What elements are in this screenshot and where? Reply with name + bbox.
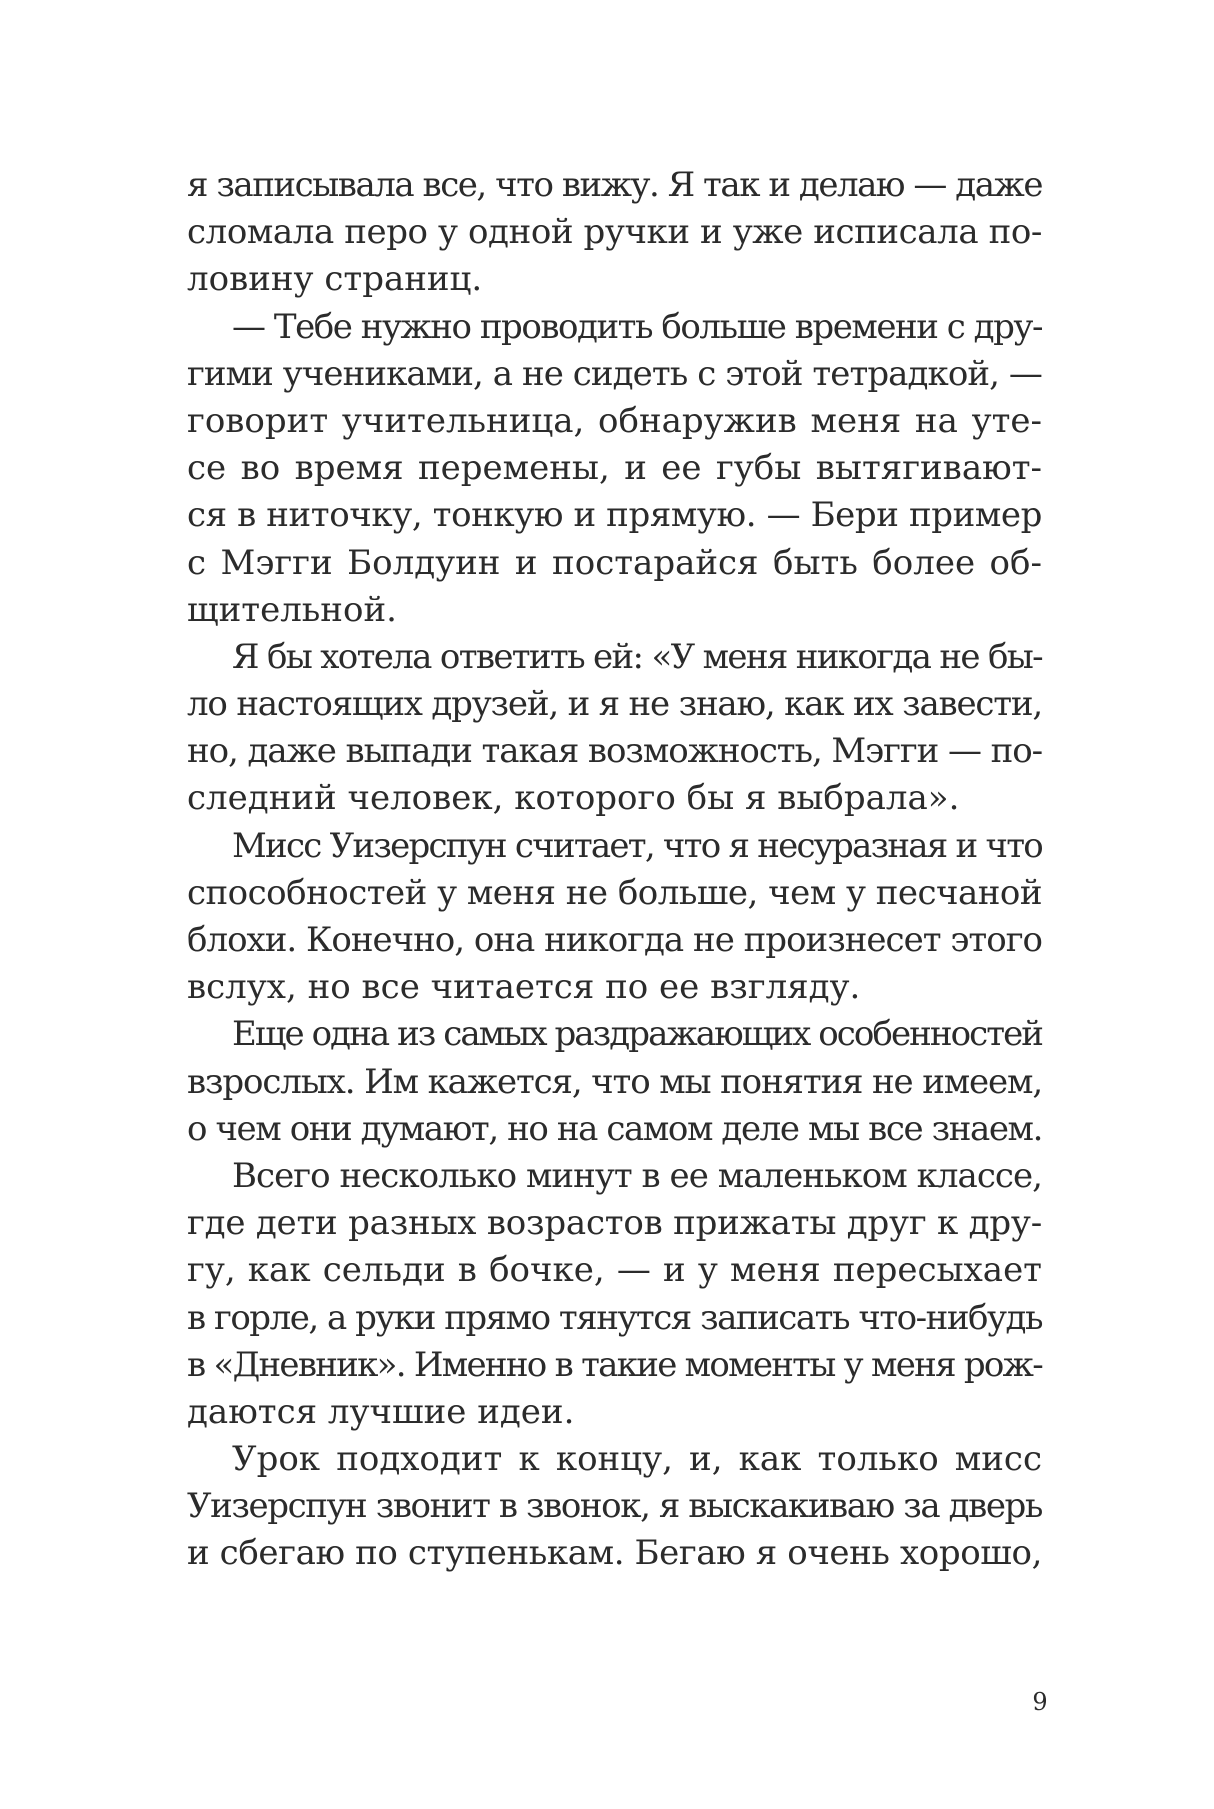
text-line: Я бы хотела ответить ей: «У меня никогда не бы- — [232, 636, 1042, 677]
text-line: но, даже выпади такая возможность, Мэгги — по- — [187, 731, 1042, 772]
text-line: в горле, а руки прямо тянутся записать что-нибудь — [187, 1297, 1042, 1338]
text-line: блохи. Конечно, она никогда не произнесет этого — [187, 920, 1042, 960]
text-line: се во время перемены, и ее губы вытягивают- — [187, 448, 1042, 489]
text-line: ло настоящих друзей, и я не знаю, как их завести, — [187, 684, 1042, 725]
text-line: следний человек, которого бы я выбрала». — [187, 778, 960, 819]
text-line: взрослых. Им кажется, что мы понятия не имеем, — [187, 1061, 1042, 1102]
text-line: говорит учительница, обнаружив меня на уте- — [187, 400, 1042, 441]
text-line: ловину страниц. — [187, 259, 483, 300]
text-line: ся в ниточку, тонкую и прямую. — Бери пример — [187, 495, 1042, 536]
text-line: о чем они думают, но на самом деле мы все знаем. — [187, 1108, 1042, 1149]
text-line: способностей у меня не больше, чем у песчаной — [187, 872, 1043, 913]
text-line: — Тебе нужно проводить больше времени с дру- — [232, 306, 1042, 347]
text-line: гими учениками, а не сидеть с этой тетрадкой, — — [187, 353, 1042, 394]
text-line: Мисс Уизерспун считает, что я несуразная и что — [232, 825, 1042, 866]
text-line: Уизерспун звонит в звонок, я выскакиваю за дверь — [187, 1486, 1043, 1527]
text-line: с Мэгги Болдуин и постарайся быть более об- — [187, 542, 1042, 583]
text-line: я записывала все, что вижу. Я так и делаю — даже — [187, 165, 1043, 205]
text-line: сломала перо у одной ручки и уже исписала по- — [187, 212, 1042, 253]
text-line: Урок подходит к концу, и, как только мисс — [232, 1439, 1042, 1480]
text-line: и сбегаю по ступенькам. Бегаю я очень хорошо, — [187, 1533, 1043, 1574]
text-line: Всего несколько минут в ее маленьком классе, — [232, 1155, 1042, 1196]
body-text — [187, 162, 1042, 1578]
text-line: гу, как сельди в бочке, — и у меня пересыхает — [187, 1250, 1042, 1291]
text-line: даются лучшие идеи. — [187, 1391, 575, 1432]
text-line: щительной. — [187, 589, 397, 630]
text-line: вслух, но все читается по ее взгляду. — [187, 967, 861, 1008]
page-number: 9 — [1032, 1688, 1048, 1716]
text-line: где дети разных возрастов прижаты друг к дру- — [187, 1203, 1042, 1244]
text-line: в «Дневник». Именно в такие моменты у меня рож- — [187, 1344, 1042, 1385]
text-line: Еще одна из самых раздражающих особенностей — [232, 1014, 1043, 1055]
